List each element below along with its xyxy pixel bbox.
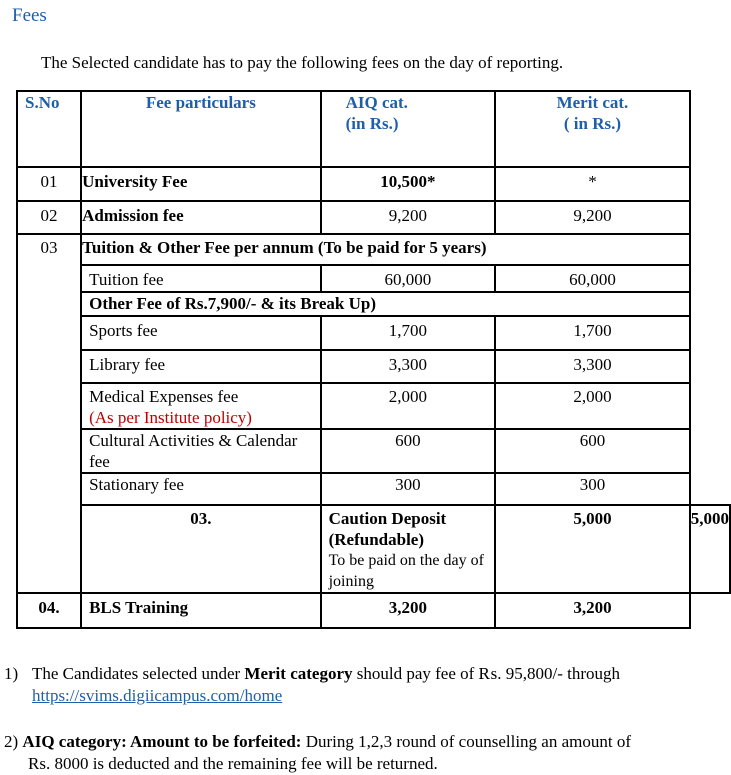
sno-cell: 01 xyxy=(17,167,81,201)
merit-cell: 5,000 xyxy=(690,505,730,593)
merit-cell: 3,300 xyxy=(495,350,690,383)
aiq-cell: 5,000 xyxy=(495,505,690,593)
table-row xyxy=(17,265,730,292)
table-row xyxy=(17,429,730,473)
aiq-cell: 3,200 xyxy=(321,593,496,628)
aiq-cell: 1,700 xyxy=(321,316,496,350)
header-sno: S.No xyxy=(17,91,81,167)
note-text-bold: Merit category xyxy=(244,664,353,683)
note-number: 1) xyxy=(4,664,19,683)
note-text-bold: AIQ category: Amount to be forfeited: xyxy=(22,732,302,751)
merit-cell: 2,000 xyxy=(495,383,690,429)
table-row xyxy=(17,167,730,201)
particular-label-line1: Cultural Activities & Calendar xyxy=(89,431,298,450)
particular-cell: University Fee xyxy=(81,167,321,201)
note-aiq-category xyxy=(4,731,716,775)
table-row xyxy=(17,350,730,383)
intro-text: The Selected candidate has to pay the following fees on the day of reporting. xyxy=(41,53,564,72)
particular-cell: Admission fee xyxy=(81,201,321,234)
note-text-line2: Rs. 8000 is deducted and the remaining fee will be returned. xyxy=(28,754,438,773)
note-text-post: should pay fee of ₨. 95,800/- through xyxy=(352,664,621,683)
particular-label-line2: (Refundable) xyxy=(328,530,425,549)
merit-cell: 600 xyxy=(495,429,690,473)
aiq-cell: 60,000 xyxy=(321,265,496,292)
note-text-pre: The Candidates selected under xyxy=(32,664,245,683)
header-merit-line1: Merit cat. xyxy=(556,93,629,112)
particular-cell xyxy=(81,383,321,429)
aiq-cell: 3,300 xyxy=(321,350,496,383)
particular-cell: Stationary fee xyxy=(81,473,321,505)
header-merit xyxy=(495,91,690,167)
particular-cell xyxy=(321,505,496,593)
header-aiq-line2: (in Rs.) xyxy=(345,114,399,133)
table-header-row xyxy=(17,91,730,167)
note-merit-category xyxy=(4,663,716,707)
table-row xyxy=(17,292,730,316)
particular-label: Medical Expenses fee xyxy=(89,387,239,406)
table-row xyxy=(17,316,730,350)
aiq-cell: 9,200 xyxy=(321,201,496,234)
policy-note: (As per Institute policy) xyxy=(89,408,252,427)
particular-label-line3: To be paid on the day of joining xyxy=(328,552,484,590)
note-text-post: During 1,2,3 round of counselling an amount of xyxy=(301,732,631,751)
header-particulars: Fee particulars xyxy=(81,91,321,167)
merit-cell: 1,700 xyxy=(495,316,690,350)
header-aiq-line1: AIQ cat. xyxy=(345,93,408,112)
table-row xyxy=(17,505,730,593)
table-row xyxy=(17,201,730,234)
section-label-cell: Tuition & Other Fee per annum (To be paid for 5 years) xyxy=(81,234,690,265)
sno-cell: 04. xyxy=(17,593,81,628)
payment-portal-link[interactable]: https://svims.digiicampus.com/home xyxy=(32,686,283,705)
sno-cell: 03. xyxy=(81,505,321,593)
particular-label-line1: Caution Deposit xyxy=(328,509,447,528)
section-heading: Fees xyxy=(12,5,47,26)
table-row xyxy=(17,593,730,628)
merit-cell: 9,200 xyxy=(495,201,690,234)
table-row xyxy=(17,473,730,505)
particular-cell: BLS Training xyxy=(81,593,321,628)
particular-cell: Sports fee xyxy=(81,316,321,350)
fees-table xyxy=(16,90,731,629)
note-number: 2) xyxy=(4,732,19,751)
aiq-cell: 600 xyxy=(321,429,496,473)
table-row xyxy=(17,383,730,429)
sno-cell: 02 xyxy=(17,201,81,234)
particular-cell: Tuition fee xyxy=(81,265,321,292)
subsection-label-cell: Other Fee of Rs.7,900/- & its Break Up) xyxy=(81,292,690,316)
header-merit-line2: ( in Rs.) xyxy=(563,114,622,133)
merit-cell: * xyxy=(495,167,690,201)
aiq-cell: 10,500* xyxy=(321,167,496,201)
particular-cell: Library fee xyxy=(81,350,321,383)
particular-label-line2: fee xyxy=(89,452,110,471)
aiq-cell: 300 xyxy=(321,473,496,505)
merit-cell: 3,200 xyxy=(495,593,690,628)
merit-cell: 60,000 xyxy=(495,265,690,292)
particular-cell xyxy=(81,429,321,473)
aiq-cell: 2,000 xyxy=(321,383,496,429)
merit-cell: 300 xyxy=(495,473,690,505)
sno-cell: 03 xyxy=(17,234,81,593)
table-row xyxy=(17,234,730,265)
header-aiq xyxy=(321,91,496,167)
